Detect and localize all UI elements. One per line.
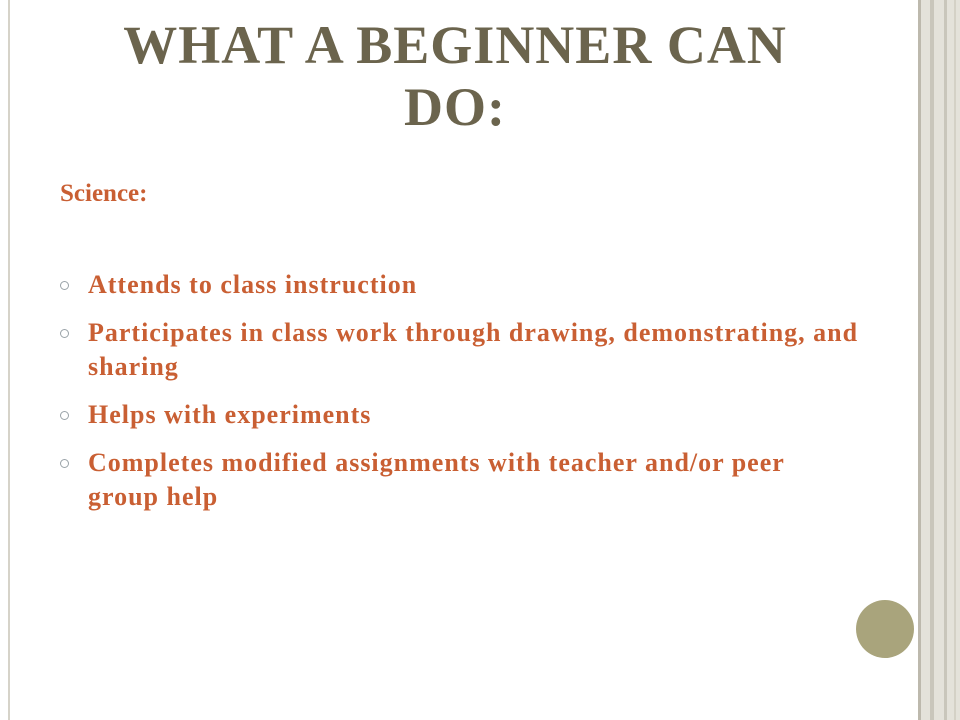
list-item-text: Completes modified assignments with teacher and/or peer group help	[88, 448, 785, 511]
bullet-circle-icon	[60, 281, 69, 290]
bullet-circle-icon	[60, 459, 69, 468]
side-stripe	[930, 0, 934, 720]
list-item	[60, 316, 860, 384]
subject-heading: Science:	[60, 180, 148, 207]
side-stripe	[954, 0, 956, 720]
bullet-circle-icon	[60, 411, 69, 420]
side-stripe	[944, 0, 947, 720]
side-stripe	[918, 0, 921, 720]
list-item	[60, 398, 860, 432]
decorative-circle	[856, 600, 914, 658]
slide-title-line-1: WHAT A BEGINNER CAN	[123, 15, 787, 75]
slide-title	[60, 14, 850, 138]
list-item-text: Participates in class work through drawing, demonstrating, and sharing	[88, 318, 859, 381]
bullet-circle-icon	[60, 329, 69, 338]
slide-title-line-2: DO:	[404, 77, 506, 137]
list-item	[60, 268, 860, 302]
left-border-line	[8, 0, 10, 720]
bullet-list	[60, 268, 860, 528]
decorative-side-panel	[918, 0, 960, 720]
list-item-text: Attends to class instruction	[88, 270, 418, 299]
list-item-text: Helps with experiments	[88, 400, 372, 429]
list-item	[60, 446, 860, 514]
